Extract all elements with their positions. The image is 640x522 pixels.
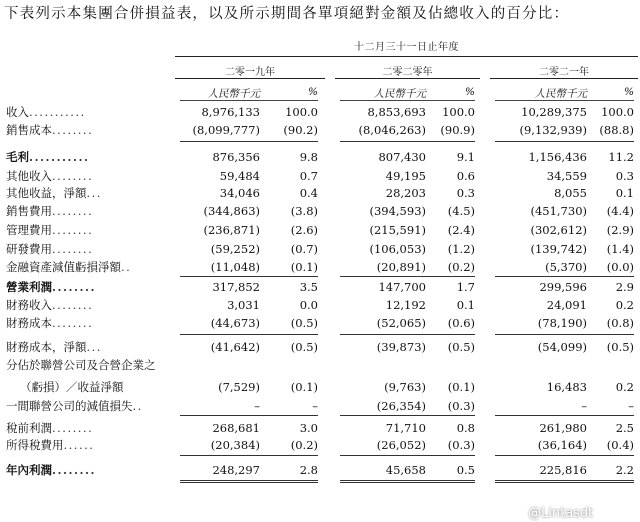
- row-label: [6, 398, 143, 415]
- cell-amount-2020: 8,853,693: [367, 105, 426, 119]
- cell-percent-2020: (0.3): [447, 399, 475, 413]
- table-row: [0, 339, 640, 356]
- cell-percent-2019: 3.5: [299, 280, 318, 294]
- cell-percent-2020: 9.1: [456, 150, 475, 164]
- unit-percent-2021: %: [624, 86, 634, 98]
- cell-amount-2019: (41,642): [210, 340, 260, 354]
- cell-amount-2021: (54,099): [537, 340, 587, 354]
- cell-percent-2021: (1.4): [606, 242, 634, 256]
- cell-amount-2019: (20,384): [210, 438, 260, 452]
- row-label: [6, 168, 93, 185]
- cell-percent-2019: 2.8: [299, 463, 318, 477]
- cell-amount-2021: (78,190): [537, 316, 587, 330]
- cell-percent-2021: 11.2: [608, 150, 634, 164]
- subtotal-rule: [340, 141, 475, 142]
- cell-amount-2020: (52,065): [376, 316, 426, 330]
- leader-dots: ........: [52, 298, 94, 312]
- row-label: [6, 357, 156, 374]
- row-label-text: 研發費用: [6, 242, 52, 256]
- row-label-text: （虧損）／收益淨額: [20, 380, 124, 394]
- subtotal-rule: [495, 455, 634, 456]
- cell-percent-2021: 100.0: [601, 105, 634, 119]
- year-rule-2021: [490, 78, 638, 79]
- cell-percent-2019: 0.7: [299, 169, 318, 183]
- row-label-text: 財務收入: [6, 298, 52, 312]
- subtotal-rule: [495, 415, 634, 416]
- row-label: [6, 297, 93, 314]
- table-row: [0, 203, 640, 220]
- row-label-text: 所得稅費用: [6, 438, 64, 452]
- row-label: [6, 462, 96, 479]
- row-label-text: 管理費用: [6, 223, 52, 237]
- cell-amount-2021: (9,132,939): [519, 123, 587, 137]
- leader-dots: ........: [52, 169, 94, 183]
- cell-amount-2019: (344,863): [203, 204, 260, 218]
- cell-amount-2021: 299,596: [539, 280, 587, 294]
- leader-dots: ........: [52, 242, 94, 256]
- unit-percent-2019: %: [308, 86, 318, 98]
- row-label-text: 一間聯營公司的減值損失: [6, 399, 133, 413]
- leader-dots: ........: [52, 463, 97, 477]
- leader-dots: ...........: [29, 105, 86, 119]
- cell-percent-2020: 1.7: [456, 280, 475, 294]
- row-label: [6, 149, 90, 166]
- cell-amount-2019: (8,099,777): [192, 123, 260, 137]
- cell-amount-2020: (26,354): [376, 399, 426, 413]
- subtotal-rule: [340, 415, 475, 416]
- leader-dots: ........: [52, 223, 94, 237]
- unit-amount-2021: 人民幣千元: [534, 88, 587, 100]
- cell-amount-2019: (59,252): [210, 242, 260, 256]
- leader-dots: ...: [86, 186, 102, 200]
- cell-amount-2019: 268,681: [212, 421, 260, 435]
- row-label-text: 財務成本，淨額: [6, 340, 87, 354]
- cell-amount-2020: (106,053): [369, 242, 426, 256]
- cell-amount-2019: (44,673): [210, 316, 260, 330]
- cell-amount-2020: 807,430: [378, 150, 426, 164]
- year-rule-2019: [175, 78, 325, 79]
- cell-amount-2021: 8,055: [554, 186, 587, 200]
- cell-percent-2020: (2.4): [447, 223, 475, 237]
- table-row: [0, 259, 640, 276]
- cell-percent-2019: 0.4: [299, 186, 318, 200]
- table-row: [0, 379, 640, 396]
- unit-percent-2020: %: [465, 86, 475, 98]
- cell-percent-2021: 0.2: [615, 380, 634, 394]
- total-double-rule: [495, 480, 634, 483]
- leader-dots: ...: [86, 340, 102, 354]
- cell-percent-2019: 9.8: [299, 150, 318, 164]
- cell-amount-2021: 261,980: [539, 421, 587, 435]
- row-label-text: 金融資產減值虧損淨額: [6, 260, 121, 274]
- table-row: [0, 297, 640, 314]
- subtotal-rule: [180, 276, 318, 277]
- cell-percent-2021: 0.3: [615, 169, 634, 183]
- cell-percent-2020: (0.6): [447, 316, 475, 330]
- table-row: [0, 398, 640, 415]
- cell-amount-2021: (139,742): [530, 242, 587, 256]
- table-row: [0, 315, 640, 332]
- cell-percent-2019: (90.2): [283, 123, 318, 137]
- cell-percent-2019: (0.5): [290, 340, 318, 354]
- subtotal-rule: [180, 455, 318, 456]
- cell-percent-2019: 0.0: [299, 298, 318, 312]
- cell-amount-2019: 248,297: [212, 463, 260, 477]
- row-label: [6, 241, 93, 258]
- table-row: [0, 104, 640, 121]
- cell-percent-2019: (0.7): [290, 242, 318, 256]
- year-header-2019: 二零一九年: [225, 67, 275, 78]
- period-header-rule: [175, 56, 638, 57]
- cell-percent-2021: (0.0): [606, 260, 634, 274]
- cell-percent-2021: 2.5: [615, 421, 634, 435]
- cell-percent-2021: (88.8): [599, 123, 634, 137]
- cell-percent-2020: 0.6: [456, 169, 475, 183]
- table-row: [0, 462, 640, 479]
- cell-amount-2019: 59,484: [219, 169, 260, 183]
- cell-percent-2020: 0.5: [456, 463, 475, 477]
- row-label: [6, 279, 96, 296]
- cell-percent-2019: (0.1): [290, 380, 318, 394]
- row-label-text: 財務成本: [6, 316, 52, 330]
- row-label: [6, 259, 131, 276]
- subtotal-rule: [495, 141, 634, 142]
- leader-dots: ........: [52, 421, 94, 435]
- period-header: 十二月三十一日止年度: [354, 42, 459, 53]
- cell-amount-2020: (215,591): [369, 223, 426, 237]
- cell-percent-2019: (0.1): [290, 260, 318, 274]
- unit-amount-2019: 人民幣千元: [207, 88, 260, 100]
- unit-rule-2021: [495, 100, 634, 101]
- cell-amount-2021: 10,289,375: [521, 105, 587, 119]
- cell-percent-2020: (0.2): [447, 260, 475, 274]
- cell-amount-2021: 24,091: [546, 298, 587, 312]
- row-label-text: 年內利潤: [6, 463, 52, 477]
- cell-amount-2021: (451,730): [530, 204, 587, 218]
- cell-amount-2019: 317,852: [212, 280, 260, 294]
- subtotal-rule: [340, 276, 475, 277]
- table-row: [0, 357, 640, 374]
- row-label-text: 分佔於聯營公司及合營企業之: [6, 358, 156, 372]
- cell-amount-2020: 147,700: [378, 280, 426, 294]
- cell-amount-2019: 8,976,133: [201, 105, 260, 119]
- cell-percent-2019: (3.8): [290, 204, 318, 218]
- subtotal-rule: [180, 415, 318, 416]
- cell-amount-2021: 34,559: [546, 169, 587, 183]
- row-label: [20, 379, 124, 396]
- cell-percent-2021: (0.4): [606, 438, 634, 452]
- cell-percent-2020: (90.9): [440, 123, 475, 137]
- cell-percent-2020: 0.8: [456, 421, 475, 435]
- cell-amount-2020: (8,046,263): [358, 123, 426, 137]
- cell-percent-2019: (0.5): [290, 316, 318, 330]
- total-double-rule: [180, 480, 318, 483]
- leader-dots: ..: [132, 399, 143, 413]
- cell-percent-2020: (0.1): [447, 380, 475, 394]
- row-label: [6, 222, 93, 239]
- table-row: [0, 222, 640, 239]
- cell-amount-2020: (20,891): [376, 260, 426, 274]
- cell-percent-2019: (0.2): [290, 438, 318, 452]
- table-row: [0, 241, 640, 258]
- cell-amount-2021: 225,816: [539, 463, 587, 477]
- cell-percent-2020: 0.1: [456, 298, 475, 312]
- leader-dots: ..: [121, 260, 132, 274]
- cell-percent-2020: 100.0: [442, 105, 475, 119]
- total-double-rule: [340, 480, 475, 483]
- subtotal-rule: [495, 276, 634, 277]
- row-label: [6, 437, 94, 454]
- table-row: [0, 279, 640, 296]
- table-row: [0, 420, 640, 437]
- cell-percent-2020: (0.3): [447, 438, 475, 452]
- row-label-text: 收入: [6, 105, 29, 119]
- row-label-text: 其他收入: [6, 169, 52, 183]
- cell-amount-2020: (394,593): [369, 204, 426, 218]
- cell-percent-2021: 2.9: [615, 280, 634, 294]
- cell-amount-2021: (302,612): [530, 223, 587, 237]
- cell-amount-2021: 1,156,436: [528, 150, 587, 164]
- unit-rule-2019: [180, 100, 318, 101]
- cell-amount-2020: 71,710: [385, 421, 426, 435]
- subtotal-rule: [495, 334, 634, 335]
- cell-amount-2020: 12,192: [385, 298, 426, 312]
- cell-percent-2021: (2.9): [606, 223, 634, 237]
- year-header-2021: 二零二一年: [539, 67, 589, 78]
- year-rule-2020: [335, 78, 480, 79]
- row-label-text: 銷售費用: [6, 204, 52, 218]
- subtotal-rule: [340, 455, 475, 456]
- leader-dots: ...........: [29, 150, 90, 164]
- row-label: [6, 339, 102, 356]
- cell-percent-2021: (0.5): [606, 340, 634, 354]
- table-row: [0, 122, 640, 139]
- row-label: [6, 420, 93, 437]
- table-row: [0, 185, 640, 202]
- cell-percent-2019: 3.0: [299, 421, 318, 435]
- cell-amount-2021: 16,483: [546, 380, 587, 394]
- row-label-text: 銷售成本: [6, 123, 52, 137]
- cell-percent-2021: 0.1: [615, 186, 634, 200]
- cell-amount-2020: 45,658: [385, 463, 426, 477]
- cell-amount-2020: 28,203: [385, 186, 426, 200]
- row-label-text: 營業利潤: [6, 280, 52, 294]
- table-row: [0, 149, 640, 166]
- cell-amount-2020: 49,195: [385, 169, 426, 183]
- cell-amount-2020: (9,763): [384, 380, 426, 394]
- row-label-text: 其他收益，淨額: [6, 186, 87, 200]
- unit-amount-2020: 人民幣千元: [373, 88, 426, 100]
- row-label: [6, 122, 93, 139]
- table-row: [0, 168, 640, 185]
- cell-amount-2021: –: [581, 399, 587, 413]
- row-label: [6, 185, 102, 202]
- leader-dots: ........: [52, 123, 94, 137]
- cell-percent-2019: –: [312, 399, 318, 413]
- cell-amount-2019: 876,356: [212, 150, 260, 164]
- cell-percent-2021: –: [628, 399, 634, 413]
- leader-dots: ......: [63, 438, 95, 452]
- row-label: [6, 315, 93, 332]
- cell-amount-2019: 34,046: [219, 186, 260, 200]
- unit-rule-2020: [340, 100, 475, 101]
- leader-dots: ........: [52, 204, 94, 218]
- cell-amount-2020: (39,873): [376, 340, 426, 354]
- row-label: [6, 104, 86, 121]
- cell-percent-2021: (0.8): [606, 316, 634, 330]
- cell-percent-2020: (0.5): [447, 340, 475, 354]
- cell-percent-2021: 0.2: [615, 298, 634, 312]
- subtotal-rule: [180, 334, 318, 335]
- cell-percent-2019: (2.6): [290, 223, 318, 237]
- year-header-2020: 二零二零年: [382, 67, 433, 78]
- cell-percent-2019: 100.0: [285, 105, 318, 119]
- cell-amount-2019: (236,871): [203, 223, 260, 237]
- cell-percent-2021: (4.4): [606, 204, 634, 218]
- table-row: [0, 437, 640, 454]
- row-label: [6, 203, 93, 220]
- cell-amount-2019: –: [254, 399, 260, 413]
- subtotal-rule: [340, 334, 475, 335]
- watermark: @Lintasdt: [528, 506, 594, 521]
- cell-amount-2019: 3,031: [227, 298, 260, 312]
- leader-dots: ........: [52, 316, 94, 330]
- intro-text: 下表列示本集團合併損益表，以及所示期間各單項絕對金額及佔總收入的百分比：: [4, 6, 570, 22]
- cell-amount-2021: (36,164): [537, 438, 587, 452]
- cell-amount-2021: (5,370): [545, 260, 587, 274]
- row-label-text: 稅前利潤: [6, 421, 52, 435]
- subtotal-rule: [180, 141, 318, 142]
- cell-percent-2020: 0.3: [456, 186, 475, 200]
- row-label-text: 毛利: [6, 150, 29, 164]
- cell-percent-2020: (1.2): [447, 242, 475, 256]
- cell-amount-2019: (7,529): [218, 380, 260, 394]
- cell-percent-2021: 2.2: [615, 463, 634, 477]
- cell-amount-2019: (11,048): [210, 260, 260, 274]
- leader-dots: ........: [52, 280, 97, 294]
- cell-percent-2020: (4.5): [447, 204, 475, 218]
- cell-amount-2020: (26,052): [376, 438, 426, 452]
